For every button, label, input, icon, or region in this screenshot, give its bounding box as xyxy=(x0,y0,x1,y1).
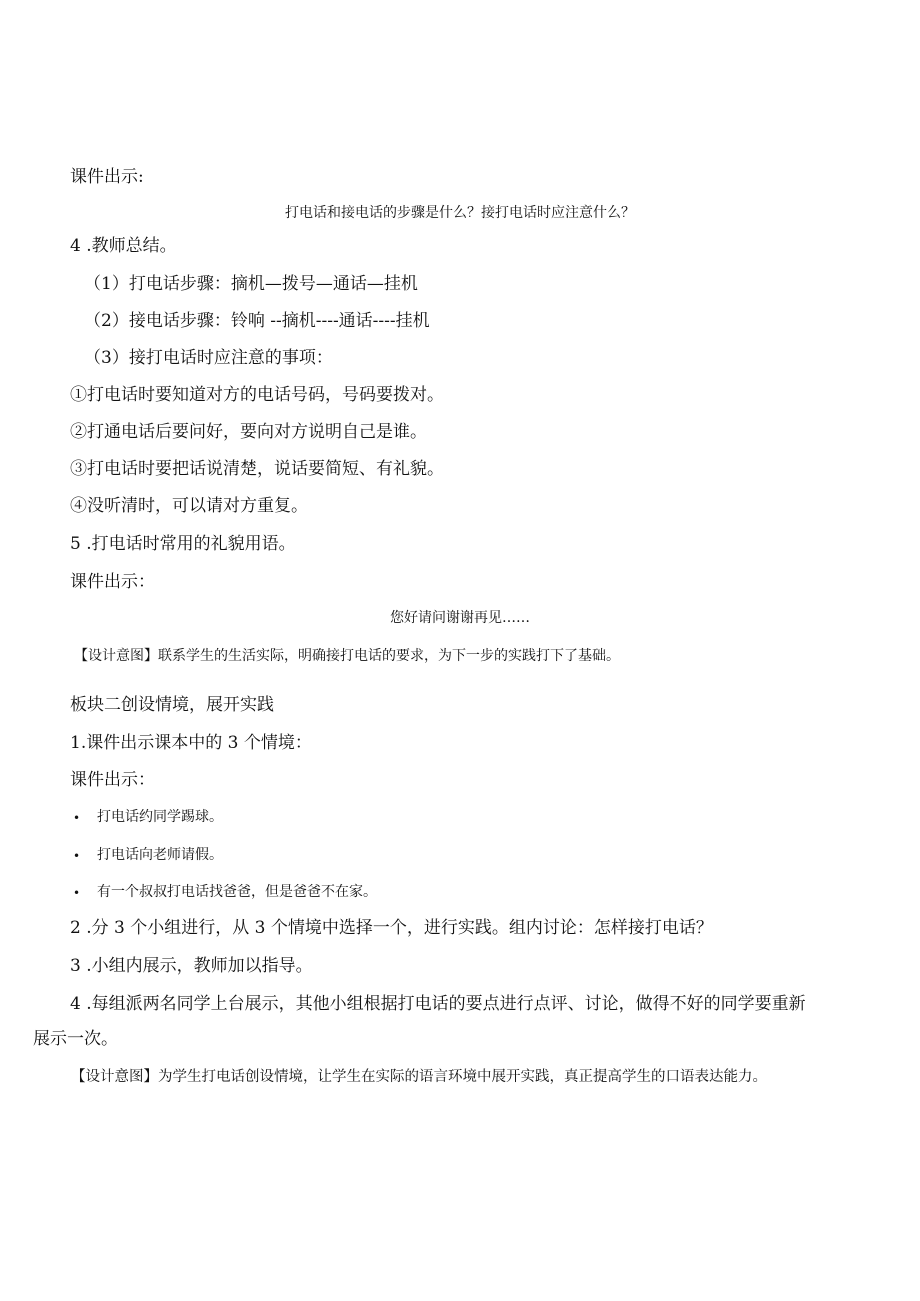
polite-phrases: 您好请问谢谢再见…… xyxy=(390,610,530,626)
block-2-heading: 板块二创设情境，展开实践 xyxy=(70,695,274,715)
slide-question: 打电话和接电话的步骤是什么？接打电话时应注意什么？ xyxy=(285,205,635,221)
block-2-step-1: 1.课件出示课本中的 3 个情境： xyxy=(70,733,312,753)
note-item-2: ②打通电话后要问好，要向对方说明自己是谁。 xyxy=(70,422,427,442)
courseware-heading-1: 课件出示: xyxy=(70,167,144,187)
block-2-step-3: 3 .小组内展示，教师加以指导。 xyxy=(70,956,313,976)
note-item-3: ③打电话时要把话说清楚，说话要简短、有礼貌。 xyxy=(70,459,444,479)
step-4-heading: 4 .教师总结。 xyxy=(70,236,177,256)
note-item-4: ④没听清时，可以请对方重复。 xyxy=(70,496,308,516)
design-intent-1: 【设计意图】联系学生的生活实际，明确接打电话的要求，为下一步的实践打下了基础。 xyxy=(74,648,620,664)
bullet-icon: • xyxy=(73,849,81,863)
scenario-item-3: 有一个叔叔打电话找爸爸，但是爸爸不在家。 xyxy=(97,884,377,900)
block-2-step-4-continued: 展示一次。 xyxy=(33,1029,118,1049)
step-5-heading: 5 .打电话时常用的礼貌用语。 xyxy=(70,534,296,554)
block-2-step-4: 4 .每组派两名同学上台展示，其他小组根据打电话的要点进行点评、讨论，做得不好的同学要重新 xyxy=(70,994,806,1014)
notes-heading: （3）接打电话时应注意的事项： xyxy=(84,348,333,368)
scenario-item-1: 打电话约同学踢球。 xyxy=(97,809,223,825)
bullet-icon: • xyxy=(73,811,81,825)
design-intent-2: 【设计意图】为学生打电话创设情境，让学生在实际的语言环境中展开实践，真正提高学生的口语表达能力。 xyxy=(71,1069,767,1085)
note-item-1: ①打电话时要知道对方的电话号码，号码要拨对。 xyxy=(70,385,444,405)
courseware-heading-2: 课件出示： xyxy=(70,572,155,592)
bullet-icon: • xyxy=(73,886,81,900)
block-2-step-2: 2 .分 3 个小组进行，从 3 个情境中选择一个，进行实践。组内讨论：怎样接打电话？ xyxy=(70,918,713,938)
scenario-item-2: 打电话向老师请假。 xyxy=(97,847,223,863)
answer-steps: （2）接电话步骤：铃响 --摘机----通话----挂机 xyxy=(84,311,430,331)
call-steps: （1）打电话步骤：摘机—拨号—通话—挂机 xyxy=(84,274,418,294)
courseware-heading-3: 课件出示： xyxy=(70,770,155,790)
